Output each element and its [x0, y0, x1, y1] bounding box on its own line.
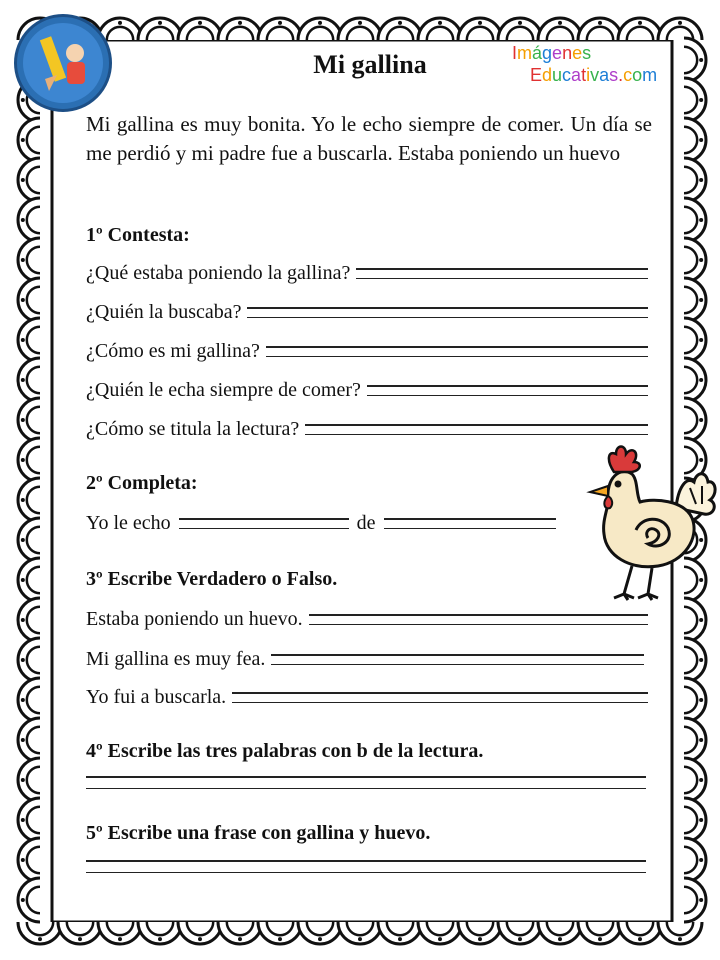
- statement-row: [86, 686, 648, 709]
- question-text: ¿Cómo es mi gallina?: [86, 340, 260, 362]
- statement-text: Yo fui a buscarla.: [86, 686, 227, 708]
- question-row: [86, 262, 648, 285]
- answer-line[interactable]: [356, 268, 648, 284]
- statement-row: [86, 608, 648, 631]
- brand-wordmark: [510, 42, 690, 86]
- section-5-heading: 5º Escribe una frase con gallina y huevo.: [86, 822, 431, 844]
- answer-line[interactable]: [232, 692, 648, 708]
- brand-line-1: Imágenes: [512, 43, 592, 63]
- writing-line[interactable]: [86, 860, 646, 876]
- answer-line[interactable]: [266, 346, 648, 362]
- completion-row: [86, 512, 586, 535]
- section-4-heading: 4º Escribe las tres palabras con b de la lectura.: [86, 740, 484, 762]
- answer-line[interactable]: [367, 385, 648, 401]
- question-row: [86, 379, 648, 402]
- question-row: [86, 301, 648, 324]
- blank-line[interactable]: [384, 518, 556, 534]
- question-text: ¿Qué estaba poniendo la gallina?: [86, 262, 351, 284]
- question-text: ¿Cómo se titula la lectura?: [86, 418, 300, 440]
- section-1-heading: 1º Contesta:: [86, 224, 190, 246]
- completion-text-1: Yo le echo: [86, 512, 171, 534]
- section-3-heading: 3º Escribe Verdadero o Falso.: [86, 568, 338, 590]
- hen-icon: [578, 438, 718, 603]
- reading-text: Mi gallina es muy bonita. Yo le echo siempre de comer. Un día se me perdió y mi padre fue a buscarla. Estaba poniendo un huevo: [86, 112, 652, 165]
- answer-line[interactable]: [271, 654, 644, 670]
- question-text: ¿Quién le echa siempre de comer?: [86, 379, 361, 401]
- statement-text: Mi gallina es muy fea.: [86, 648, 266, 670]
- question-row: [86, 340, 648, 363]
- answer-line[interactable]: [309, 614, 648, 630]
- section-2-heading: 2º Completa:: [86, 472, 198, 494]
- completion-text-2: de: [356, 512, 376, 534]
- blank-line[interactable]: [179, 518, 349, 534]
- brand-line-2: Educativas.com: [530, 65, 658, 85]
- writing-line[interactable]: [86, 776, 646, 792]
- question-text: ¿Quién la buscaba?: [86, 301, 242, 323]
- statement-text: Estaba poniendo un huevo.: [86, 608, 303, 630]
- page-title: Mi gallina: [313, 50, 427, 79]
- answer-line[interactable]: [247, 307, 648, 323]
- statement-row: [86, 648, 644, 671]
- question-row: [86, 418, 648, 441]
